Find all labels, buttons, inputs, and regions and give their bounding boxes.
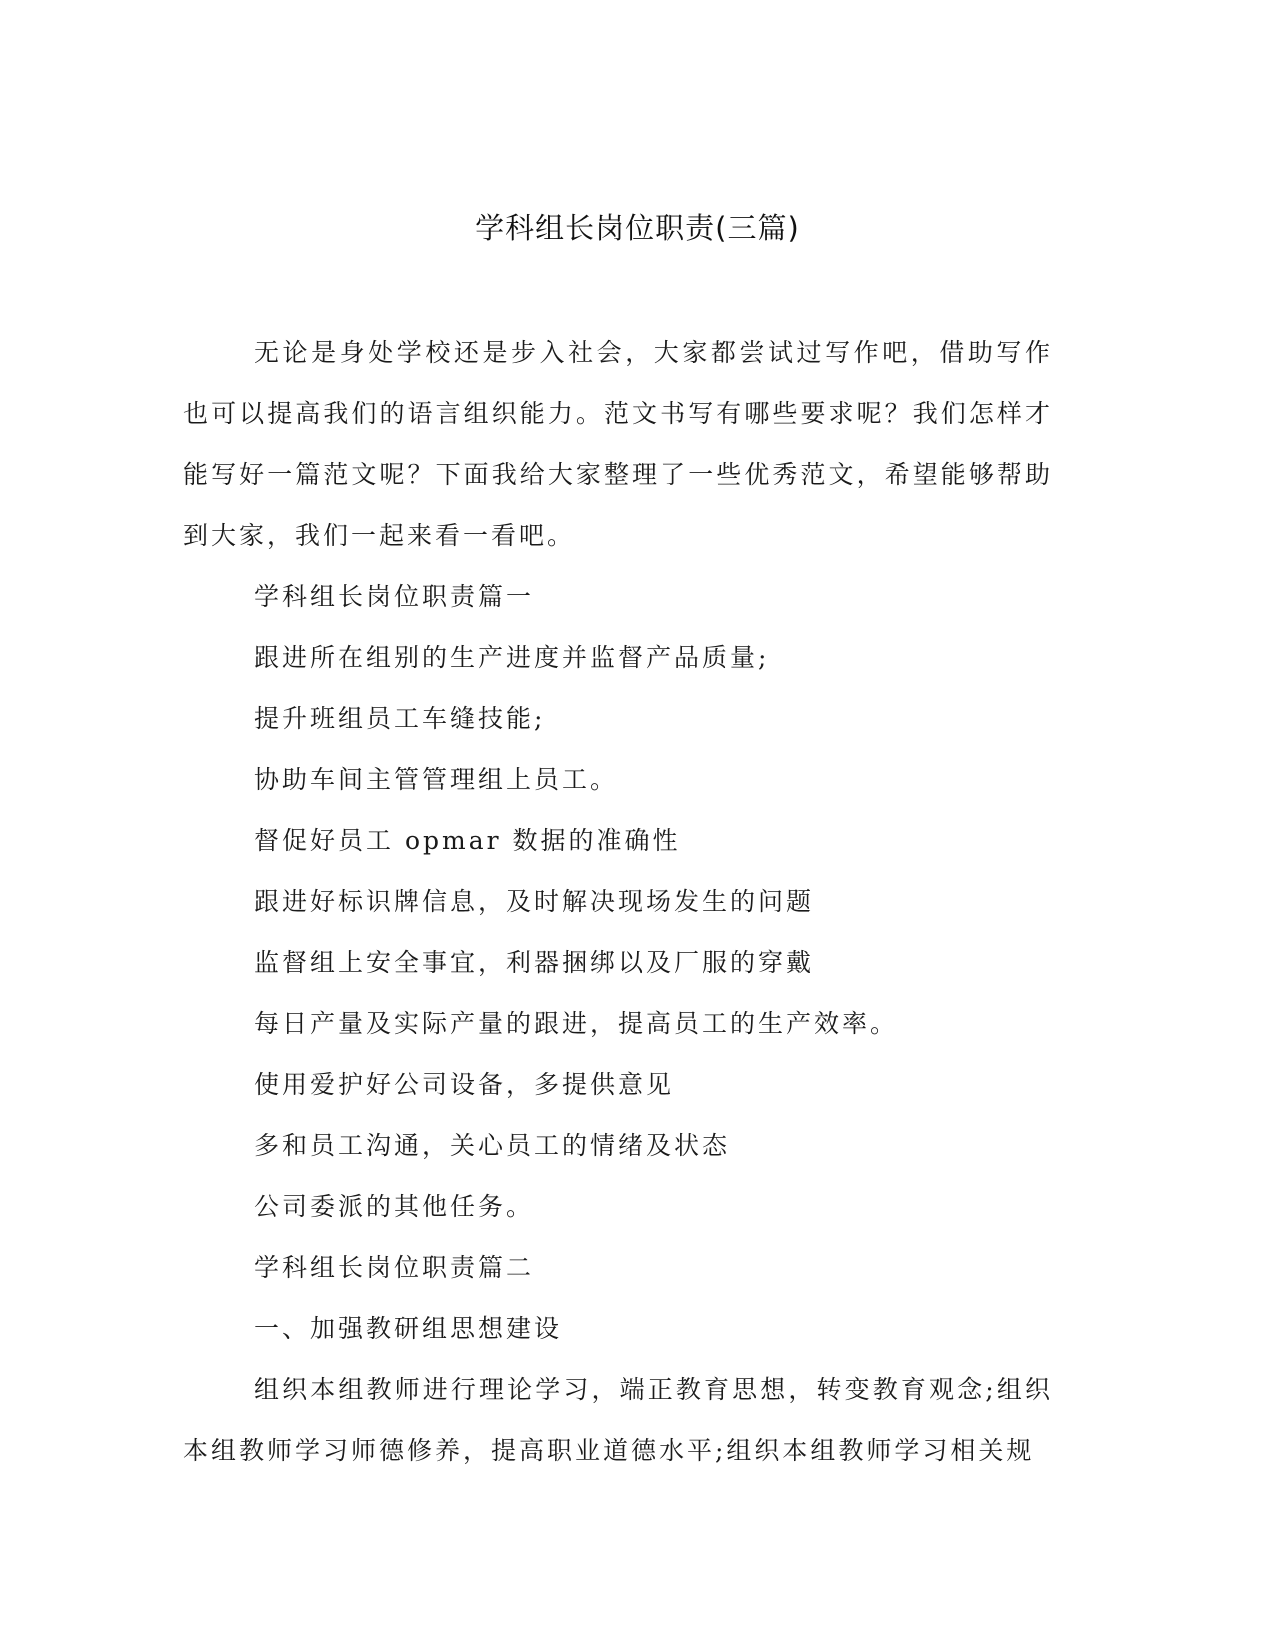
list-item: 使用爱护好公司设备，多提供意见 <box>254 1070 675 1099</box>
list-item: 跟进所在组别的生产进度并监督产品质量; <box>254 643 770 672</box>
document-title: 学科组长岗位职责(三篇) <box>475 211 800 245</box>
list-item: 提升班组员工车缝技能; <box>254 704 546 733</box>
list-item: 多和员工沟通，关心员工的情绪及状态 <box>254 1131 731 1160</box>
list-item: 协助车间主管管理组上员工。 <box>254 765 619 794</box>
document-body <box>183 322 1053 1481</box>
intro-paragraph: 无论是身处学校还是步入社会，大家都尝试过写作吧，借助写作也可以提高我们的语言组织能力。范文书写有哪些要求呢？我们怎样才能写好一篇范文呢？下面我给大家整理了一些优秀范文，希望能够帮助到大家，我们一起来看一看吧。 <box>183 338 1053 550</box>
list-item: 公司委派的其他任务。 <box>254 1192 535 1221</box>
section-heading-1: 学科组长岗位职责篇一 <box>254 582 535 611</box>
list-item: 监督组上安全事宜，利器捆绑以及厂服的穿戴 <box>254 948 815 977</box>
list-item: 督促好员工 opmar 数据的准确性 <box>254 826 681 855</box>
section2-paragraph: 组织本组教师进行理论学习，端正教育思想，转变教育观念;组织本组教师学习师德修养，提高职业道德水平;组织本组教师学习相关规 <box>183 1375 1053 1465</box>
list-item: 跟进好标识牌信息，及时解决现场发生的问题 <box>254 887 815 916</box>
subsection-heading: 一、加强教研组思想建设 <box>254 1314 563 1343</box>
section-heading-2: 学科组长岗位职责篇二 <box>254 1253 535 1282</box>
list-item: 每日产量及实际产量的跟进，提高员工的生产效率。 <box>254 1009 899 1038</box>
